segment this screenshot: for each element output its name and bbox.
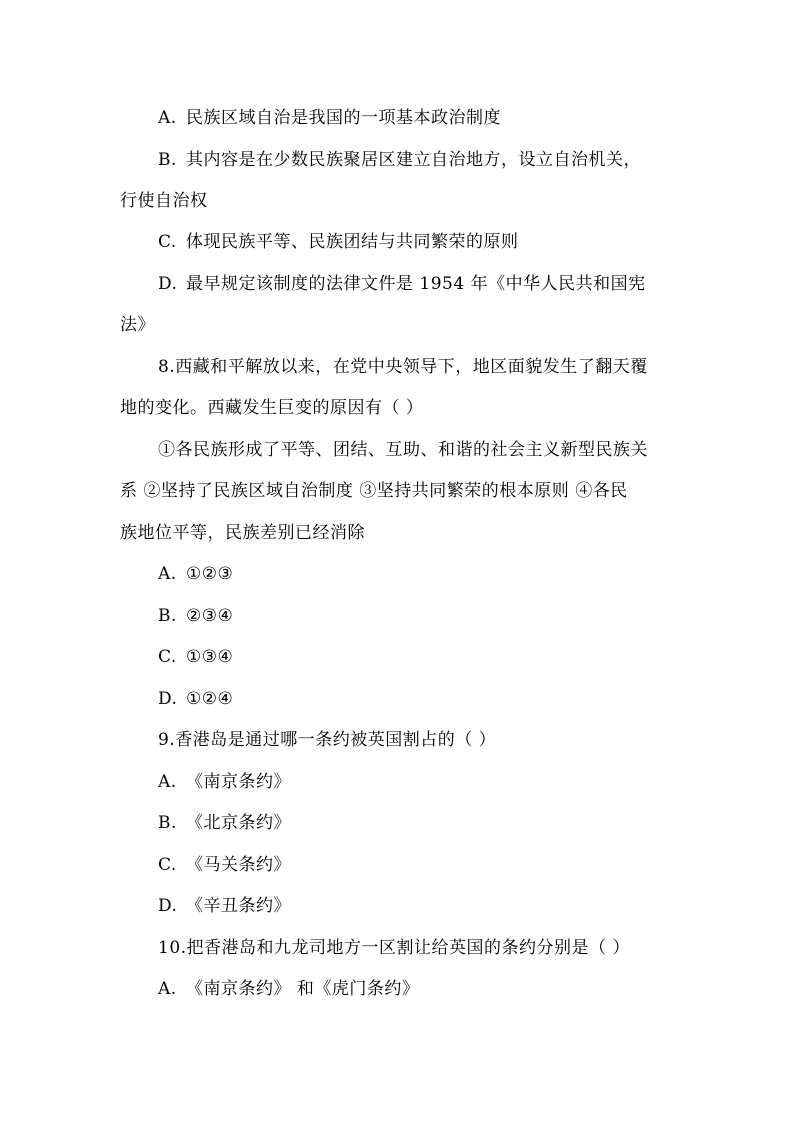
q9-stem <box>158 728 496 752</box>
q10-stem-text: 10.把香港岛和九龙司地方一区割让给英国的条约分别是（ ） <box>158 938 630 958</box>
option-letter: B. <box>158 813 177 833</box>
option-text: 其内容是在少数民族聚居区建立自治地方，设立自治机关， <box>186 150 641 170</box>
q8-option-d <box>158 687 233 711</box>
option-text: ②③④ <box>186 606 234 626</box>
option-text: 民族区域自治是我国的一项基本政治制度 <box>186 108 501 128</box>
q8-option-a <box>158 562 233 586</box>
option-text: 《辛丑条约》 <box>186 896 291 916</box>
option-text: 最早规定该制度的法律文件是 1954 年《中华人民共和国宪 <box>186 274 646 294</box>
q8-statements <box>158 438 648 462</box>
q9-option-b <box>158 811 291 835</box>
q9-option-c <box>158 853 291 877</box>
q7-option-a <box>158 106 501 130</box>
q7-option-c <box>158 230 519 254</box>
q8-stem-line1: 8.西藏和平解放以来，在党中央领导下，地区面貌发生了翻天覆 <box>158 357 648 377</box>
option-letter: C. <box>158 855 177 875</box>
q7-option-b <box>158 148 641 172</box>
option-text: ①②③ <box>186 564 234 584</box>
q10-stem <box>158 936 630 960</box>
option-letter: C. <box>158 232 177 252</box>
q8-statements-continued-2 <box>120 521 365 545</box>
option-text: 《南京条约》 和《虎门条约》 <box>186 979 420 999</box>
q9-stem-text: 9.香港岛是通过哪一条约被英国割占的（ ） <box>158 730 497 750</box>
option-letter: B. <box>158 606 177 626</box>
q7-option-b-continued <box>120 189 208 213</box>
q7-option-d-continued <box>120 313 155 337</box>
option-letter: A. <box>158 979 177 999</box>
q8-statements-line3: 族地位平等，民族差别已经消除 <box>120 523 365 543</box>
option-letter: D. <box>158 274 178 294</box>
q8-option-c <box>158 645 233 669</box>
option-text: 体现民族平等、民族团结与共同繁荣的原则 <box>186 232 519 252</box>
option-text: ①③④ <box>186 647 234 667</box>
q7-option-d <box>158 272 646 296</box>
option-letter: D. <box>158 689 178 709</box>
option-text: 《马关条约》 <box>186 855 291 875</box>
q9-option-d <box>158 894 291 918</box>
option-text: 《北京条约》 <box>186 813 291 833</box>
option-letter: A. <box>158 564 177 584</box>
q8-stem <box>158 355 648 379</box>
q8-statements-continued <box>120 479 628 503</box>
q8-stem-line2: 地的变化。西藏发生巨变的原因有（ ） <box>120 398 424 418</box>
q8-statements-line2: 系 ②坚持了民族区域自治制度 ③坚持共同繁荣的根本原则 ④各民 <box>120 481 628 501</box>
option-letter: B. <box>158 150 177 170</box>
option-text: 行使自治权 <box>120 191 208 211</box>
q9-option-a <box>158 770 291 794</box>
option-letter: A. <box>158 108 177 128</box>
option-text: 法》 <box>120 315 155 335</box>
q8-option-b <box>158 604 233 628</box>
option-letter: A. <box>158 772 177 792</box>
option-text: ①②④ <box>186 689 234 709</box>
option-text: 《南京条约》 <box>186 772 291 792</box>
option-letter: D. <box>158 896 178 916</box>
q8-statements-line1: ①各民族形成了平等、团结、互助、和谐的社会主义新型民族关 <box>158 440 648 460</box>
q10-option-a <box>158 977 419 1001</box>
option-letter: C. <box>158 647 177 667</box>
q8-stem-continued <box>120 396 423 420</box>
